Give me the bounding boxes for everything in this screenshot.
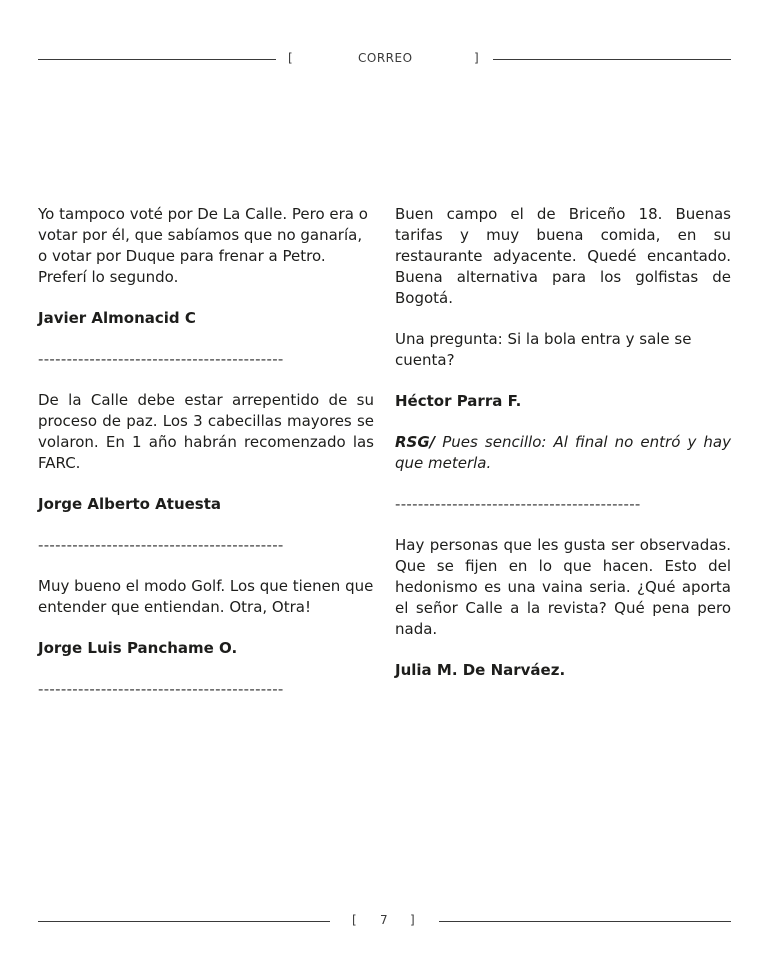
footer-bracket-close: ] <box>410 913 416 927</box>
separator: ------------------------------------------- <box>38 536 284 554</box>
letter-text: De la Calle debe estar arrepentido de su proceso de paz. Los 3 cabecillas mayores se volaron. En 1 año habrán recomenzado las FARC. <box>38 391 374 472</box>
letter-author: Javier Almonacid C <box>38 309 196 327</box>
letter-text: Muy bueno el modo Golf. Los que tienen que entender que entiendan. Otra, Otra! <box>38 577 374 616</box>
reply-text: Pues sencillo: Al final no entró y hay que meterla. <box>395 433 731 472</box>
page-header <box>38 50 731 70</box>
letter-text: Hay personas que les gusta ser observadas. Que se fijen en lo que hacen. Esto del hedonismo es una vaina seria. ¿Qué aporta el señor Calle a la revista? Qué pena pero nada. <box>395 536 731 638</box>
letter-text: Buen campo el de Briceño 18. Buenas tarifas y muy buena comida, en su restaurante adyacente. Quedé encantado. Buena alternativa para los golfistas de Bogotá. <box>395 205 731 307</box>
header-bracket-close: ] <box>474 51 480 65</box>
right-column <box>395 204 731 701</box>
letter-author: Héctor Parra F. <box>395 392 522 410</box>
page-footer <box>38 912 731 932</box>
footer-rule-right <box>439 921 731 922</box>
header-bracket-open: [ <box>288 51 294 65</box>
left-column <box>38 204 374 720</box>
letter-author: Julia M. De Narváez. <box>395 661 566 679</box>
page-number: 7 <box>380 913 389 927</box>
separator: ------------------------------------------- <box>395 495 641 513</box>
header-rule-right <box>493 59 731 60</box>
section-title: CORREO <box>358 51 413 65</box>
footer-rule-left <box>38 921 330 922</box>
letter-author: Jorge Luis Panchame O. <box>38 639 238 657</box>
header-rule-left <box>38 59 276 60</box>
footer-bracket-open: [ <box>352 913 358 927</box>
letter-text: Yo tampoco voté por De La Calle. Pero era o votar por él, que sabíamos que no ganaría, o votar por Duque para frenar a Petro. Preferí lo segundo. <box>38 205 368 286</box>
letter-question: Una pregunta: Si la bola entra y sale se cuenta? <box>395 330 692 369</box>
letter-author: Jorge Alberto Atuesta <box>38 495 222 513</box>
editor-reply <box>395 432 731 474</box>
reply-tag: RSG/ <box>395 433 436 451</box>
separator: ------------------------------------------- <box>38 680 284 698</box>
separator: ------------------------------------------- <box>38 350 284 368</box>
